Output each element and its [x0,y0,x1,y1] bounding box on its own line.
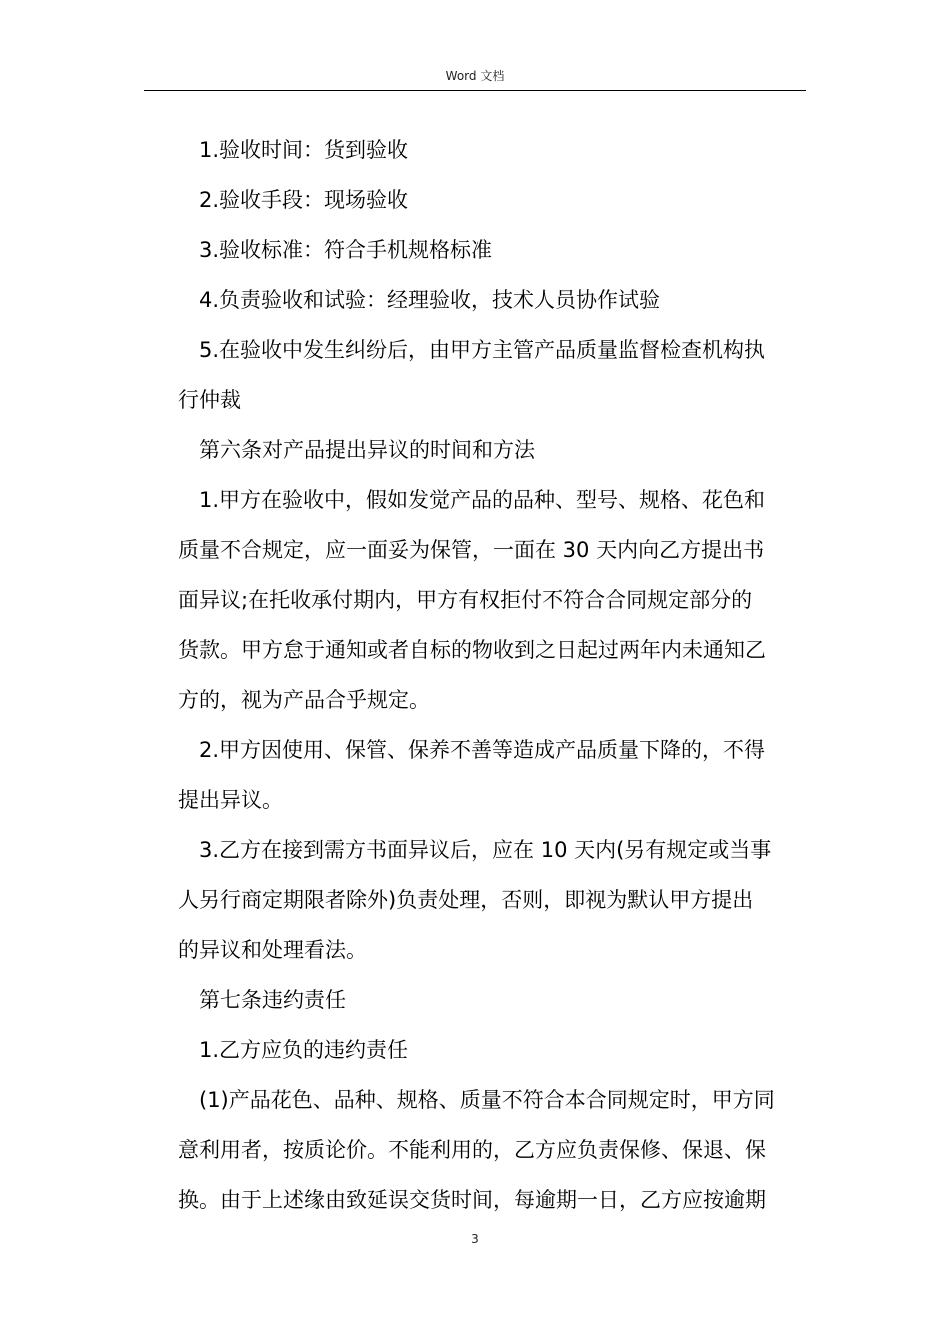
paragraph-seller-liability: 1.乙方应负的违约责任 [199,1038,409,1062]
header-title: Word 文档 [445,69,505,83]
page-header [144,62,806,91]
paragraph-objection-timing: 1.甲方在验收中，假如发觉产品的品种、型号、规格、花色和 质量不合规定，应一面妥为保管，一面在 30 天内向乙方提出书 面异议;在托收承付期内，甲方有权拒付不符合合同规定部分的 货款。甲方怠于通知或者自标的物收到之日起过两年内未通知乙 方的，视为产品合乎规定。 [178,488,766,712]
document-body [178,125,808,1225]
paragraph-nonconforming-products: (1)产品花色、品种、规格、质量不符合本合同规定时，甲方同 意利用者，按质论价。不能利用的，乙方应负责保修、保退、保 换。由于上述缘由致延误交货时间，每逾期一日，乙方应按逾期 [178,1088,775,1212]
page-number: 3 [471,1232,479,1246]
section-heading-article-7: 第七条违约责任 [199,988,346,1012]
paragraph-dispute-arbitration: 5.在验收中发生纠纷后，由甲方主管产品质量监督检查机构执 行仲裁 [178,338,766,412]
paragraph-acceptance-responsibility: 4.负责验收和试验：经理验收，技术人员协作试验 [199,288,661,312]
paragraph-objection-handling: 3.乙方在接到需方书面异议后，应在 10 天内(另有规定或当事 人另行商定期限者除外)负责处理，否则，即视为默认甲方提出 的异议和处理看法。 [178,838,772,962]
section-heading-article-6: 第六条对产品提出异议的时间和方法 [199,438,535,462]
paragraph-acceptance-time: 1.验收时间：货到验收 [199,138,409,162]
paragraph-acceptance-standard: 3.验收标准：符合手机规格标准 [199,238,493,262]
paragraph-objection-exclusion: 2.甲方因使用、保管、保养不善等造成产品质量下降的，不得 提出异议。 [178,738,766,812]
paragraph-acceptance-method: 2.验收手段：现场验收 [199,188,409,212]
